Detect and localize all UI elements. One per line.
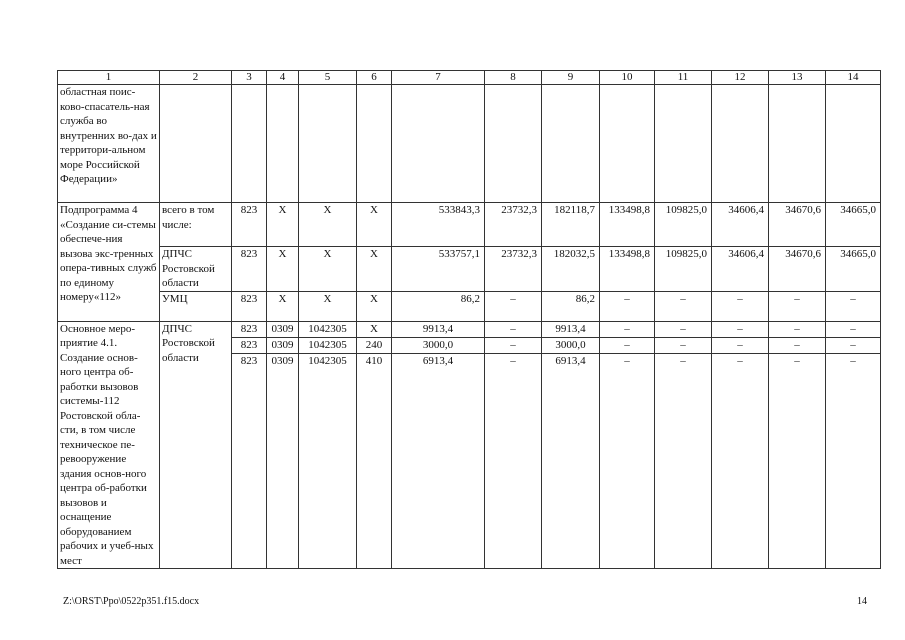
executor-cell: всего в том числе: <box>160 203 232 247</box>
amount-cell: – <box>826 291 881 321</box>
file-path: Z:\ORST\Ppo\0522p351.f15.docx <box>63 596 200 607</box>
amount-cell: – <box>485 291 542 321</box>
code-cell: 823 <box>232 337 267 353</box>
amount-cell: – <box>712 337 769 353</box>
executor-cell: ДПЧС Ростовской области <box>160 247 232 292</box>
table-row <box>58 247 881 292</box>
amount-cell: 23732,3 <box>485 247 542 292</box>
amount-cell: 6913,4 <box>392 354 485 569</box>
amount-cell: – <box>826 321 881 337</box>
header-cell: 3 <box>232 71 267 85</box>
amount-cell: – <box>655 337 712 353</box>
header-cell: 14 <box>826 71 881 85</box>
code-cell: Х <box>299 247 357 292</box>
amount-cell: 533843,3 <box>392 203 485 247</box>
code-cell: Х <box>267 291 299 321</box>
header-cell: 12 <box>712 71 769 85</box>
amount-cell: – <box>826 354 881 569</box>
amount-cell: 34665,0 <box>826 247 881 292</box>
code-cell: Х <box>357 321 392 337</box>
code-cell: 823 <box>232 354 267 569</box>
amount-cell: 182118,7 <box>542 203 600 247</box>
amount-cell: 86,2 <box>392 291 485 321</box>
header-cell: 13 <box>769 71 826 85</box>
amount-cell: 34606,4 <box>712 247 769 292</box>
amount-cell: 182032,5 <box>542 247 600 292</box>
amount-cell: 3000,0 <box>392 337 485 353</box>
header-row <box>58 71 881 85</box>
table-row <box>58 321 881 337</box>
code-cell: Х <box>357 247 392 292</box>
amount-cell: – <box>712 354 769 569</box>
header-cell: 10 <box>600 71 655 85</box>
header-cell: 8 <box>485 71 542 85</box>
amount-cell: – <box>712 291 769 321</box>
amount-cell: – <box>712 321 769 337</box>
amount-cell: 86,2 <box>542 291 600 321</box>
program-name-cell: областная поис-ково-спасатель-ная служба во внутренних во-дах и территори-альном море Российской Федерации» <box>58 85 160 203</box>
amount-cell: – <box>769 354 826 569</box>
amount-cell: 34670,6 <box>769 203 826 247</box>
subprogram-name-cell: Подпрограмма 4 «Создание си-стемы обеспече-ния вызова экс-тренных опера-тивных служб по единому номеру«112» <box>58 203 160 322</box>
amount-cell: – <box>600 354 655 569</box>
amount-cell: – <box>485 337 542 353</box>
code-cell: 0309 <box>267 321 299 337</box>
amount-cell: 109825,0 <box>655 247 712 292</box>
code-cell: Х <box>267 247 299 292</box>
budget-table <box>57 70 881 569</box>
amount-cell: – <box>655 354 712 569</box>
amount-cell: 34606,4 <box>712 203 769 247</box>
code-cell: Х <box>267 203 299 247</box>
code-cell: 1042305 <box>299 321 357 337</box>
code-cell: 823 <box>232 291 267 321</box>
amount-cell: 133498,8 <box>600 203 655 247</box>
amount-cell: – <box>655 291 712 321</box>
header-cell: 1 <box>58 71 160 85</box>
executor-cell: УМЦ <box>160 291 232 321</box>
measure-name-cell: Основное меро-приятие 4.1. Создание основ-ного центра об-работки вызовов системы-112 Ростовской обла-сти, в том числе техническое пе-ревооружение здания основ-ного центра об-работки вызовов и оснащение оборудованием рабочих и учеб-ных мест <box>58 321 160 569</box>
amount-cell: – <box>485 354 542 569</box>
amount-cell: 34665,0 <box>826 203 881 247</box>
code-cell: Х <box>299 291 357 321</box>
table-row <box>58 291 881 321</box>
header-cell: 7 <box>392 71 485 85</box>
code-cell: 1042305 <box>299 354 357 569</box>
amount-cell: 533757,1 <box>392 247 485 292</box>
code-cell: 410 <box>357 354 392 569</box>
page-number: 14 <box>857 596 867 607</box>
code-cell: Х <box>357 203 392 247</box>
amount-cell: – <box>600 337 655 353</box>
amount-cell: 9913,4 <box>392 321 485 337</box>
code-cell: 240 <box>357 337 392 353</box>
amount-cell: – <box>826 337 881 353</box>
amount-cell: – <box>600 321 655 337</box>
code-cell: Х <box>357 291 392 321</box>
amount-cell: – <box>485 321 542 337</box>
header-cell: 5 <box>299 71 357 85</box>
executor-cell: ДПЧС Ростовской области <box>160 321 232 569</box>
amount-cell: 6913,4 <box>542 354 600 569</box>
amount-cell: 109825,0 <box>655 203 712 247</box>
code-cell: Х <box>299 203 357 247</box>
amount-cell: – <box>655 321 712 337</box>
table-row <box>58 85 881 203</box>
code-cell: 1042305 <box>299 337 357 353</box>
code-cell: 0309 <box>267 354 299 569</box>
amount-cell: – <box>769 337 826 353</box>
header-cell: 6 <box>357 71 392 85</box>
amount-cell: 23732,3 <box>485 203 542 247</box>
amount-cell: – <box>769 321 826 337</box>
table-row <box>58 203 881 247</box>
header-cell: 9 <box>542 71 600 85</box>
amount-cell: 34670,6 <box>769 247 826 292</box>
amount-cell: – <box>769 291 826 321</box>
header-cell: 11 <box>655 71 712 85</box>
header-cell: 4 <box>267 71 299 85</box>
code-cell: 823 <box>232 203 267 247</box>
code-cell: 823 <box>232 321 267 337</box>
header-cell: 2 <box>160 71 232 85</box>
amount-cell: 9913,4 <box>542 321 600 337</box>
code-cell: 823 <box>232 247 267 292</box>
amount-cell: 3000,0 <box>542 337 600 353</box>
amount-cell: – <box>600 291 655 321</box>
amount-cell: 133498,8 <box>600 247 655 292</box>
code-cell: 0309 <box>267 337 299 353</box>
